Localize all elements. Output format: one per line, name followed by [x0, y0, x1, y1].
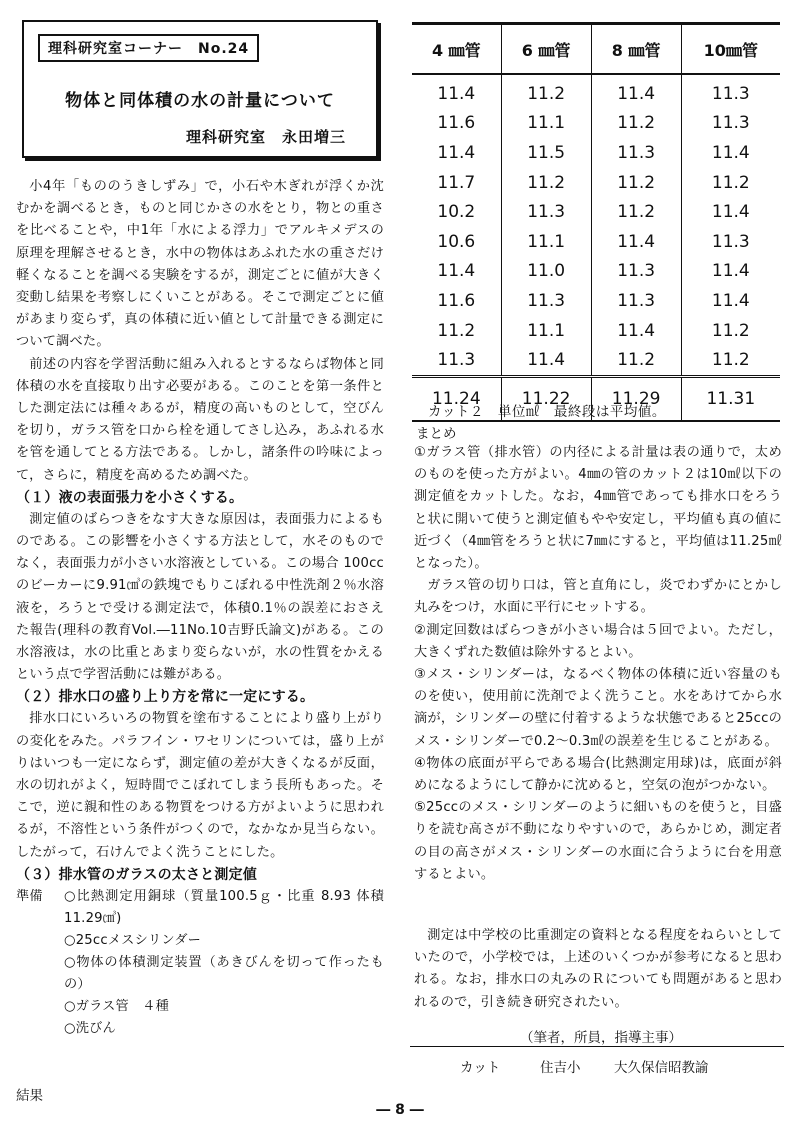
table-row	[412, 257, 780, 287]
average-cell: 11.24	[412, 376, 501, 421]
average-cell: 11.22	[501, 376, 591, 421]
summary-item: ①ガラス管（排水管）の内径による計量は表の通りで，太めのものを使った方がよい。4㎜の管のカット２は10㎖以下の測定値をカットした。なお，4㎜管であっても排水口をろうと状に開いて使うと測定値もやや安定し，平均値も真の値に近づく（4㎜管をろうと状に7㎜にすると，平均値は11.25㎖となった）。	[414, 445, 782, 572]
table-cell: 11.5	[501, 138, 591, 168]
section-paragraph: 排水口にいろいろの物質を塗布することにより盛り上がりの変化をみた。パラフイン・ワセリンについては，盛り上がりはいつも一定にならず，測定値の差が大きくなるが反面，水の切れがよく，短時間でこぼれてしまう長所もあった。そこで，逆に親和性のある物質をつける方がよいように思われるが，不溶性という条件がつくので，なかなか見当らない。したがって，石けんでよく洗うことにした。	[16, 711, 384, 860]
page-number: ― 8 ―	[376, 1102, 424, 1118]
summary-body	[414, 442, 782, 886]
table-cell: 11.2	[681, 168, 780, 198]
closing-body	[414, 925, 782, 1014]
summary-item: ⑤25ccのメス・シリンダーのように細いものを使うと，目盛りを読む高さが不動になりやすいので，あらかじめ，測定者の目の高さがメス・シリンダーの水面に合うように台を用意するとよい。	[414, 800, 782, 882]
summary-item: ④物体の底面が平らである場合(比熱測定用球)は，底面が斜めになるようにして静かに沈めると，空気の泡がつかない。	[414, 755, 782, 794]
measurement-table	[412, 22, 780, 422]
table-cell: 11.6	[437, 290, 476, 311]
summary-item: ③メス・シリンダーは，なるべく物体の体積に近い容量のものを使い，使用前に洗剤でよく洗うこと。水をあけてから水滴が，シリンダーの壁に付着するような状態であると25ccのメス・シリンダーで0.2～0.3㎖の誤差を生じることがある。	[414, 667, 782, 749]
table-cell: 11.4	[591, 227, 681, 257]
table-cell: 11.3	[681, 109, 780, 139]
signoff: （筆者，所員，指導主事）	[520, 1030, 682, 1046]
article-header-box	[22, 20, 378, 158]
corner-label: 理科研究室コーナー No.24	[38, 34, 259, 62]
preparation-label: 準備	[16, 888, 43, 904]
table-cell: 11.4	[437, 142, 476, 163]
preparation-item: ○25ccメスシリンダー	[64, 932, 201, 948]
preparation-list	[16, 886, 384, 1040]
intro-paragraph: 小4年「もののうきしずみ」で，小石や木ぎれが浮くか沈むかを調べるとき，ものと同じかさの水をとり，物との重さを比べることや，中1年「水による浮力」でアルキメデスの原理を理解させるとき，水中の物体はあふれた水の重さだけ軽くなることを調べる実験をするが，測定ごとに値が大きく変動し結果を考察しにくいことがある。そこで測定ごとに値があまり変らず，真の体積に近い値として計量できる測定について調べた。	[16, 179, 384, 350]
average-cell: 11.29	[591, 376, 681, 421]
table-header: 4 ㎜管	[412, 24, 501, 75]
table-cell: 11.4	[681, 197, 780, 227]
table-cell: 11.7	[437, 172, 476, 193]
table-cell: 11.2	[681, 316, 780, 346]
closing-paragraph: 測定は中学校の比重測定の資料となる程度をねらいとしていたので，小学校では，上述のいくつかが参考になると思われる。なお，排水口の丸みのＲについても問題があると思われるので，引き続き研究されたい。	[414, 928, 782, 1010]
table-cell: 11.4	[437, 261, 476, 282]
table-row	[412, 168, 780, 198]
table-row	[412, 227, 780, 257]
credit-label: カット	[460, 1060, 501, 1076]
table-cell: 11.3	[681, 227, 780, 257]
table-cell: 11.2	[437, 320, 476, 341]
article-author: 理科研究室 永田増三	[185, 128, 346, 146]
table-cell: 11.2	[501, 168, 591, 198]
divider	[410, 1046, 784, 1047]
table-cell: 11.3	[591, 257, 681, 287]
table-header: 6 ㎜管	[501, 24, 591, 75]
table-cell: 11.4	[501, 345, 591, 376]
section-heading: （２）排水口の盛り上り方を常に一定にする。	[16, 689, 315, 706]
left-column-body	[16, 176, 384, 1040]
table-row	[412, 138, 780, 168]
summary-heading: まとめ	[416, 426, 457, 442]
table-cell: 11.2	[591, 109, 681, 139]
table-cell: 11.4	[681, 286, 780, 316]
summary-item: ②測定回数はばらつきが小さい場合は５回でよい。ただし，大きくずれた数値は除外するとよい。	[414, 622, 782, 660]
table-cell: 11.2	[591, 168, 681, 198]
table-row	[412, 197, 780, 227]
preparation-item: ○物体の体積測定装置（あきびんを切って作ったもの）	[64, 954, 384, 992]
table-header: 8 ㎜管	[591, 24, 681, 75]
preparation-item: ○洗びん	[64, 1020, 116, 1036]
table-cell: 11.6	[437, 113, 476, 134]
article-title: 物体と同体積の水の計量について	[65, 91, 335, 111]
table-row	[412, 286, 780, 316]
table-cell: 11.3	[437, 350, 476, 371]
result-label: 結果	[16, 1088, 43, 1104]
table-cell: 11.1	[501, 109, 591, 139]
table-cell: 10.2	[437, 202, 476, 223]
section-heading: （１）液の表面張力を小さくする。	[16, 489, 244, 506]
table-row	[412, 316, 780, 346]
credit-school: 住吉小	[540, 1060, 581, 1076]
table-note: カット２ 単位㎖ 最終段は平均値。	[428, 404, 666, 420]
section-heading: （３）排水管のガラスの太さと測定値	[16, 866, 257, 883]
table-cell: 11.3	[501, 286, 591, 316]
average-cell: 11.31	[681, 376, 780, 421]
table-cell: 11.2	[681, 345, 780, 376]
table-row	[412, 74, 780, 109]
preparation-item: ○比熱測定用銅球（質量100.5ｇ・比重 8.93 体積11.29㎤)	[64, 888, 384, 926]
summary-item: ガラス管の切り口は，管と直角にし，炎でわずかにとかし丸みをつけ，水面に平行にセットする。	[414, 578, 782, 616]
table-row	[412, 345, 780, 376]
table-cell: 11.1	[501, 227, 591, 257]
table-cell: 11.3	[591, 138, 681, 168]
table-cell: 11.3	[681, 74, 780, 109]
table-row	[412, 109, 780, 139]
credit-name: 大久保信昭教諭	[614, 1060, 709, 1076]
table-cell: 11.4	[681, 257, 780, 287]
table-cell: 11.3	[591, 286, 681, 316]
table-cell: 11.4	[591, 316, 681, 346]
section-paragraph: 測定値のばらつきをなす大きな原因は，表面張力によるものである。この影響を小さくする方法として，水そのものでなく，表面張力が小さい水溶液としている。この場合 100ccのビーカーに9.91㎤の鉄塊でもりこぼれる中性洗剤２％水溶液を，ろうとで受ける測定法で，体積0.1％の誤差におさえた報告(理科の教育Vol.―11No.10吉野氏論文)がある。この水溶液は，水の比重とあまり変らないが，水の性質をかえるという点で学習活動には難がある。	[16, 511, 384, 683]
intro-paragraph: 前述の内容を学習活動に組み入れるとするならば物体と同体積の水を直接取り出す必要がある。このことを第一条件とした測定法には種々あるが，精度の高いものとして，空びんを切り，ガラス管を口から栓を通してさし込み，あふれる水を管を通してとる方法である。しかし，諸条件の吟味によって，さらに，精度を高めるため調べた。	[16, 356, 384, 483]
table-header: 10㎜管	[681, 24, 780, 75]
table-cell: 11.2	[591, 197, 681, 227]
table-cell: 11.2	[591, 345, 681, 376]
preparation-item: ○ガラス管 ４種	[64, 998, 170, 1014]
table-cell: 11.4	[437, 83, 476, 104]
table-cell: 11.1	[501, 316, 591, 346]
table-cell: 11.0	[501, 257, 591, 287]
table-cell: 11.2	[501, 74, 591, 109]
table-cell: 11.4	[591, 74, 681, 109]
table-cell: 11.4	[681, 138, 780, 168]
table-cell: 10.6	[437, 231, 476, 252]
table-cell: 11.3	[501, 197, 591, 227]
